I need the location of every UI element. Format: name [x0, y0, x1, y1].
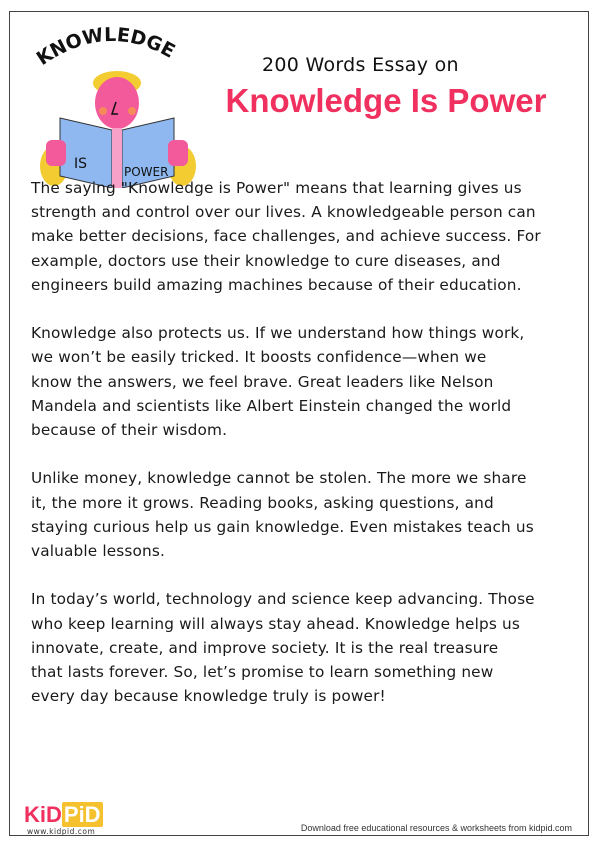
paragraph — [31, 466, 576, 563]
text-line: that lasts forever. So, let’s promise to learn something new — [31, 663, 494, 682]
text-line: valuable lessons. — [31, 542, 166, 561]
essay-subtitle: 200 Words Essay on — [262, 54, 459, 76]
text-line: example, doctors use their knowledge to cure diseases, and — [31, 251, 501, 270]
text-line: every day because knowledge truly is power! — [31, 687, 386, 706]
text-line: staying curious help us gain knowledge. Even mistakes teach us — [31, 517, 534, 536]
text-line: strength and control over our lives. A knowledgeable person can — [31, 203, 536, 222]
knowledge-illustration — [32, 18, 202, 188]
paragraph — [31, 587, 576, 708]
illustration-knowledge-text: KNOWLEDGE — [32, 23, 179, 70]
footer-note: Download free educational resources & worksheets from kidpid.com — [300, 823, 572, 833]
svg-text:KNOWLEDGE — [33, 24, 179, 70]
text-line: who keep learning will always stay ahead. Knowledge helps us — [31, 614, 520, 633]
illustration-is-text: IS — [74, 156, 88, 172]
text-line: Knowledge also protects us. If we understand how things work, — [31, 324, 525, 343]
text-line: it, the more it grows. Reading books, asking questions, and — [31, 493, 494, 512]
kidpid-logo[interactable] — [24, 802, 103, 828]
paragraph — [31, 321, 576, 442]
illustration-power-text: POWER — [124, 165, 169, 179]
text-line: Mandela and scientists like Albert Einstein changed the world — [31, 396, 512, 415]
text-line: innovate, create, and improve society. It is the real treasure — [31, 638, 499, 657]
essay-title: Knowledge Is Power — [225, 82, 547, 119]
text-line: Unlike money, knowledge cannot be stolen. The more we share — [31, 469, 527, 488]
text-line: we won’t be easily tricked. It boosts confidence—when we — [31, 348, 487, 367]
logo-pid: PiD — [63, 802, 101, 827]
text-line: The saying "Knowledge is Power" means that learning gives us — [31, 179, 522, 197]
site-url[interactable]: www.kidpid.com — [27, 827, 96, 836]
text-line: In today’s world, technology and science keep advancing. Those — [31, 590, 535, 609]
text-line: make better decisions, face challenges, and achieve success. For — [31, 227, 541, 246]
paragraph — [31, 176, 576, 297]
text-line: engineers build amazing machines because of their education. — [31, 275, 522, 294]
essay-body — [31, 176, 576, 733]
logo-kid: KiD — [24, 802, 62, 827]
text-line: know the answers, we feel brave. Great leaders like Nelson — [31, 372, 494, 391]
text-line: because of their wisdom. — [31, 421, 228, 440]
